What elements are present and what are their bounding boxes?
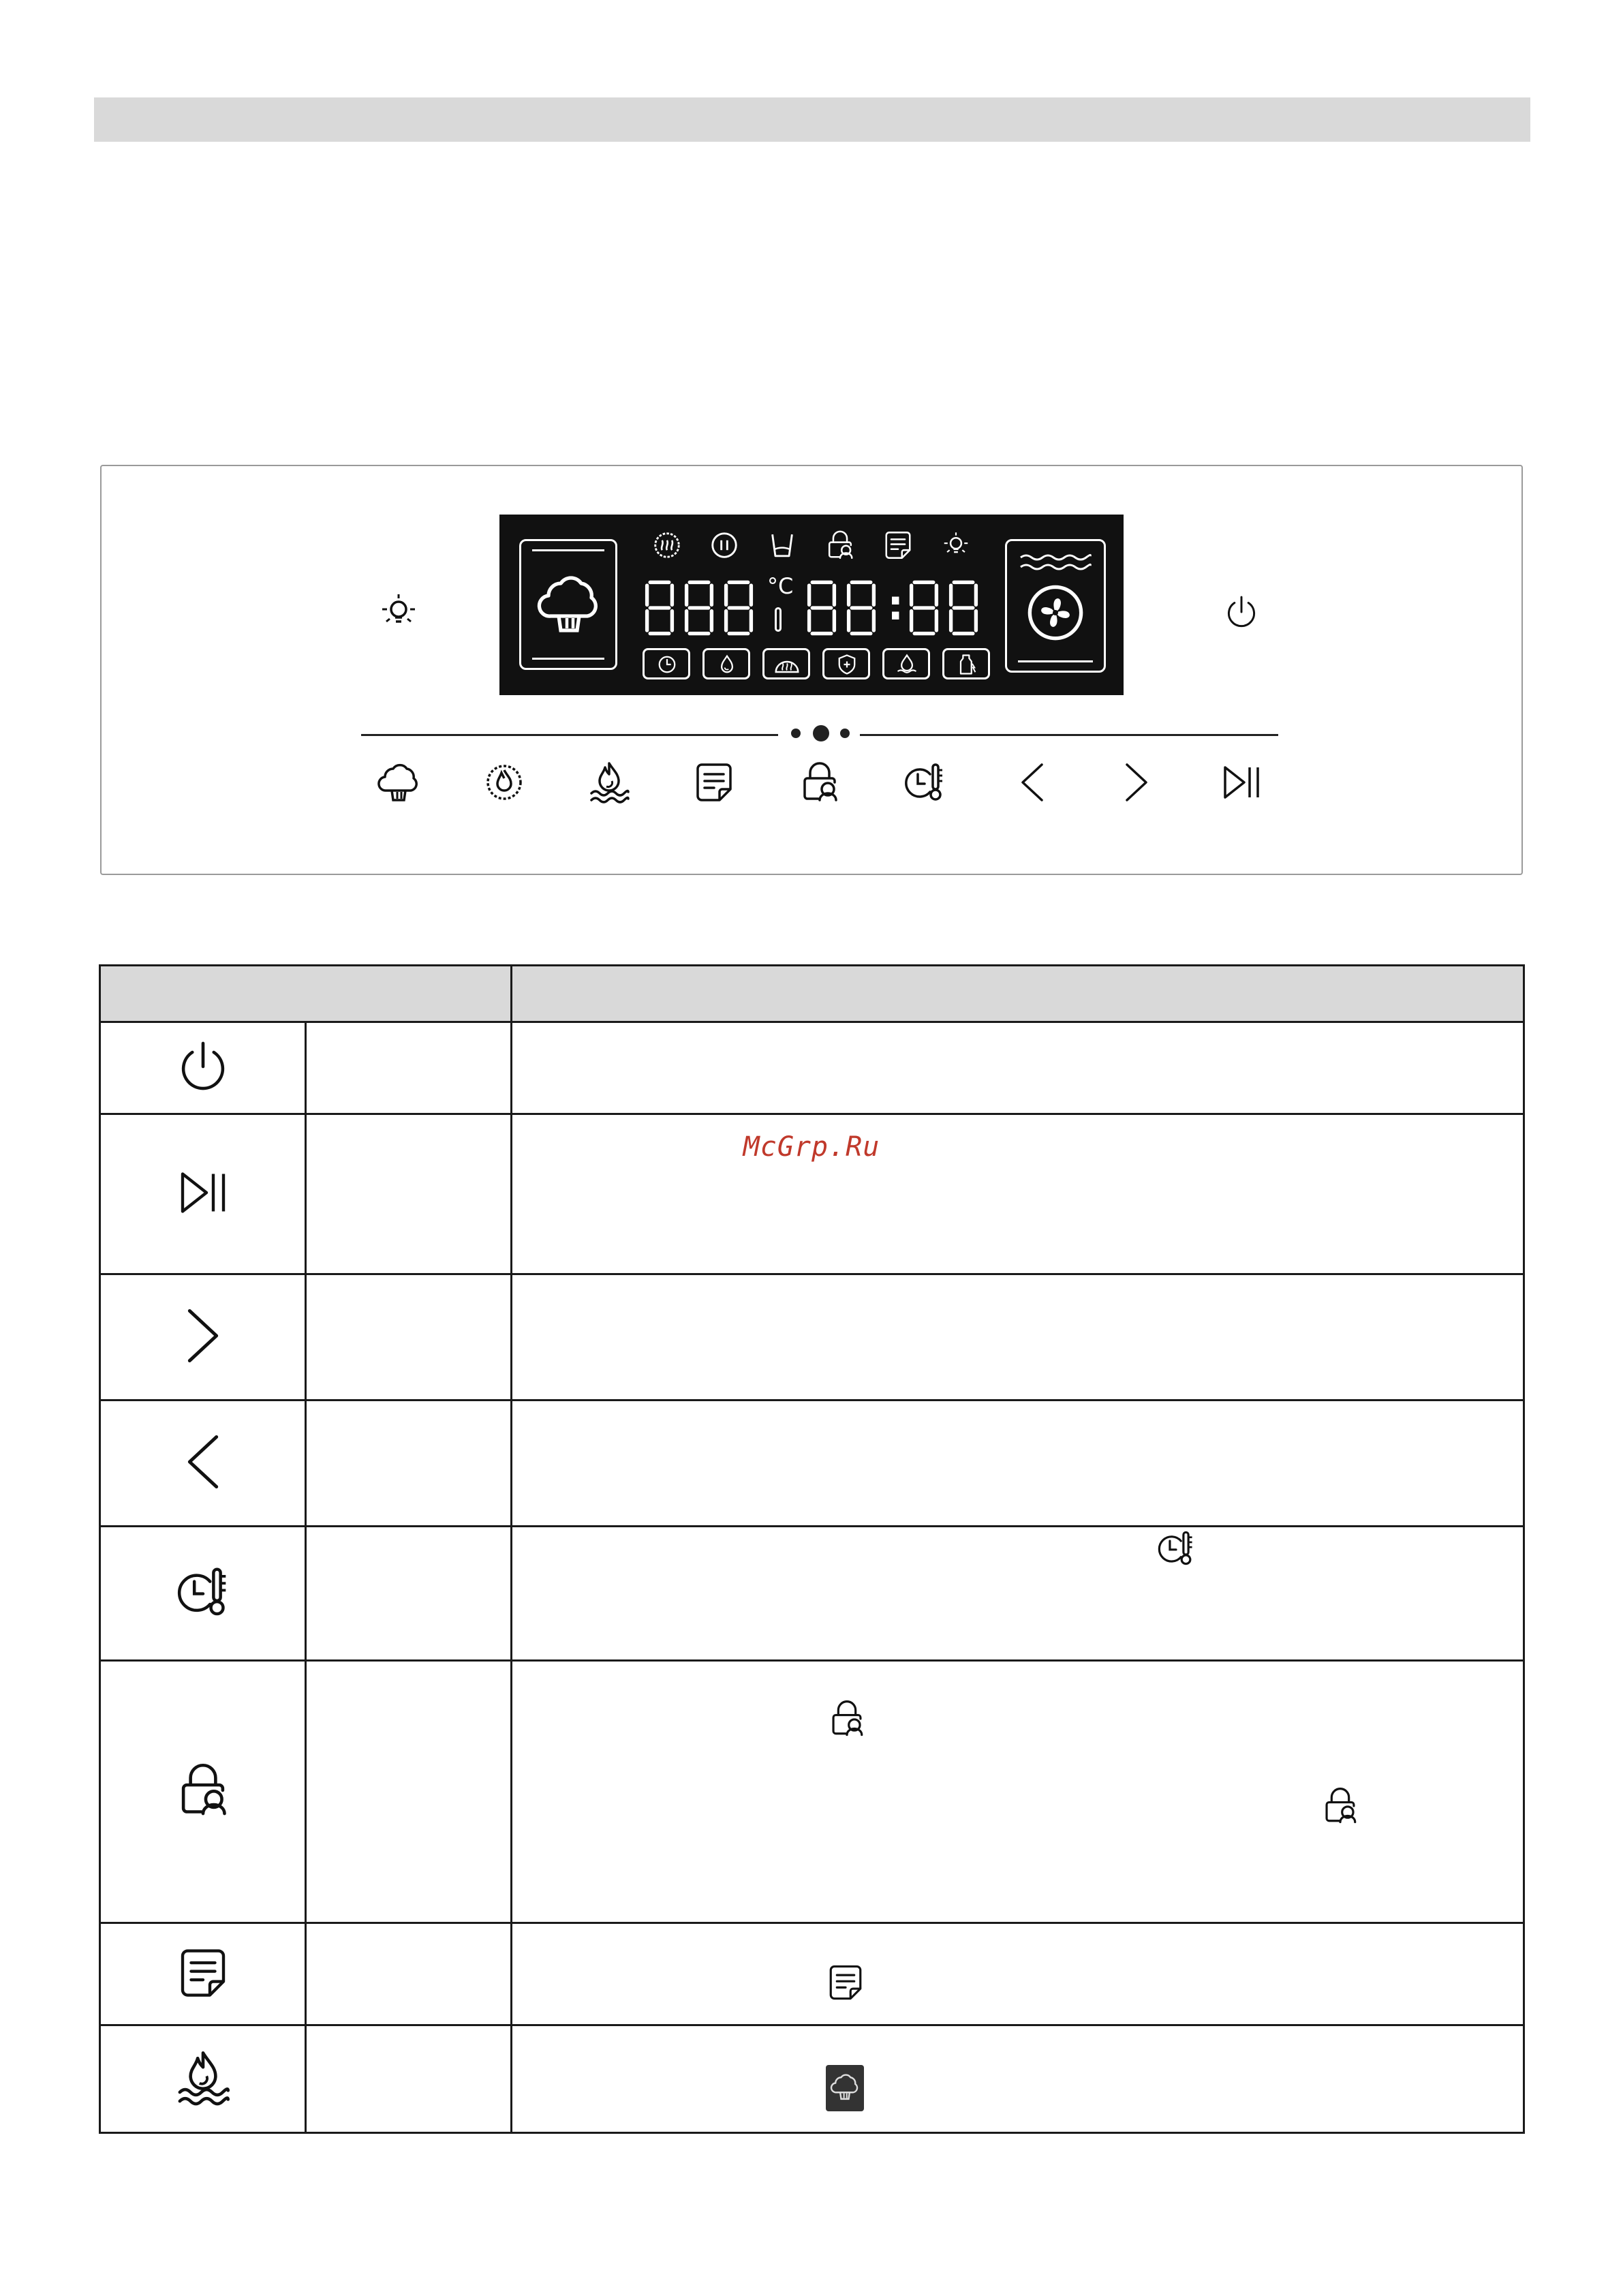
steam-indicator-icon [651, 530, 683, 561]
digit [723, 577, 754, 639]
steam-clean-indicator [762, 648, 810, 679]
left-arrow-button[interactable] [1005, 755, 1060, 810]
convection-button[interactable] [477, 755, 531, 810]
row-icon-cell [100, 1400, 306, 1527]
descale-indicator [702, 648, 750, 679]
row-name-cell [306, 1400, 512, 1527]
row-icon-cell [100, 1274, 306, 1400]
inline-child-lock-icon [827, 1699, 867, 1741]
play-pause-icon [176, 1165, 230, 1220]
recipe-icon [176, 1946, 230, 2000]
column-header-button [100, 966, 512, 1022]
steam-clean-icon [773, 652, 801, 679]
table-header-row [100, 966, 1524, 1022]
table-row [100, 1527, 1524, 1661]
light-button[interactable] [371, 585, 426, 639]
table-row [100, 1274, 1524, 1400]
thermometer-icon [775, 607, 782, 632]
table-row [100, 2025, 1524, 2133]
row-description-cell [512, 1661, 1524, 1923]
left-arrow-icon [1010, 761, 1054, 804]
page-dot[interactable] [791, 729, 801, 738]
inline-child-lock-icon [1320, 1786, 1360, 1828]
water-tank-icon [767, 530, 798, 561]
steam-bake-icon [587, 761, 631, 804]
drain-icon [895, 652, 919, 677]
temperature-digits [644, 577, 754, 639]
inline-steam-program-icon [826, 2065, 864, 2111]
table-row [100, 1022, 1524, 1114]
keep-warm-icon [835, 652, 859, 677]
timer-probe-icon [903, 761, 946, 804]
time-digits-left [806, 577, 877, 639]
row-description-cell [512, 1527, 1524, 1661]
row-name-cell [306, 1527, 512, 1661]
row-icon-cell [100, 1661, 306, 1923]
row-icon-cell [100, 1923, 306, 2025]
left-arrow-icon [172, 1431, 234, 1493]
light-icon [377, 590, 420, 634]
time-separator: : [882, 580, 909, 630]
digit [806, 577, 837, 639]
page-dot-active[interactable] [813, 725, 829, 741]
row-name-cell [306, 1022, 512, 1114]
column-header-description [512, 966, 1524, 1022]
recipe-icon [692, 761, 736, 804]
digit [846, 577, 877, 639]
row-description-cell [512, 1923, 1524, 2025]
lcd-display [499, 515, 1124, 695]
pause-indicator-icon [709, 530, 740, 561]
row-name-cell [306, 2025, 512, 2133]
drain-indicator [882, 648, 930, 679]
row-description-cell [512, 1274, 1524, 1400]
steam-bake-icon [174, 2049, 232, 2107]
timer-icon [655, 652, 679, 677]
digit [908, 577, 940, 639]
right-arrow-icon [1115, 761, 1158, 804]
page-dot[interactable] [840, 729, 850, 738]
panel-divider-left [361, 734, 778, 736]
child-lock-indicator-icon [824, 530, 856, 561]
child-lock-button[interactable] [792, 755, 847, 810]
timer-probe-button[interactable] [897, 755, 952, 810]
right-arrow-icon [172, 1305, 234, 1366]
row-name-cell [306, 1274, 512, 1400]
steam-button[interactable] [371, 755, 426, 810]
row-icon-cell [100, 1527, 306, 1661]
digit [644, 577, 675, 639]
recipe-indicator-icon [882, 530, 914, 561]
digit [683, 577, 715, 639]
digit [948, 577, 979, 639]
row-description-cell [512, 1400, 1524, 1527]
row-description-cell [512, 2025, 1524, 2133]
row-description-cell [512, 1022, 1524, 1114]
play-pause-icon [1220, 761, 1263, 804]
row-icon-cell [100, 2025, 306, 2133]
power-button[interactable] [1214, 585, 1269, 639]
inline-timer-probe-icon [1156, 1529, 1196, 1571]
recipe-button[interactable] [687, 755, 741, 810]
play-pause-button[interactable] [1214, 755, 1269, 810]
light-indicator-icon [940, 530, 972, 561]
table-row [100, 1661, 1524, 1923]
panel-divider-right [860, 734, 1278, 736]
bottle-indicator [942, 648, 990, 679]
fan-icon [1026, 583, 1085, 642]
row-icon-cell [100, 1022, 306, 1114]
timer-probe-icon [175, 1564, 231, 1620]
child-lock-icon [174, 1762, 232, 1819]
convection-icon [482, 761, 526, 804]
right-program-frame [1005, 539, 1106, 673]
row-name-cell [306, 1661, 512, 1923]
steam-icon [377, 761, 420, 804]
header-bar [94, 97, 1530, 142]
row-name-cell [306, 1923, 512, 2025]
watermark: McGrp.Ru [743, 1131, 880, 1163]
steam-bake-button[interactable] [582, 755, 636, 810]
temperature-unit: °C [767, 573, 794, 599]
keep-warm-indicator [822, 648, 870, 679]
heat-wave-icon [1019, 552, 1092, 572]
timer-indicator [643, 648, 690, 679]
table-row [100, 1923, 1524, 2025]
power-icon [174, 1038, 232, 1095]
power-icon [1223, 594, 1260, 630]
right-arrow-button[interactable] [1109, 755, 1164, 810]
time-digits-right [908, 577, 979, 639]
child-lock-icon [798, 761, 841, 804]
inline-recipe-icon [826, 1963, 865, 2005]
descale-icon [715, 652, 739, 677]
table-row [100, 1400, 1524, 1527]
steam-cloud-icon [536, 570, 602, 638]
bottle-icon [955, 652, 979, 677]
left-program-frame [519, 539, 617, 670]
